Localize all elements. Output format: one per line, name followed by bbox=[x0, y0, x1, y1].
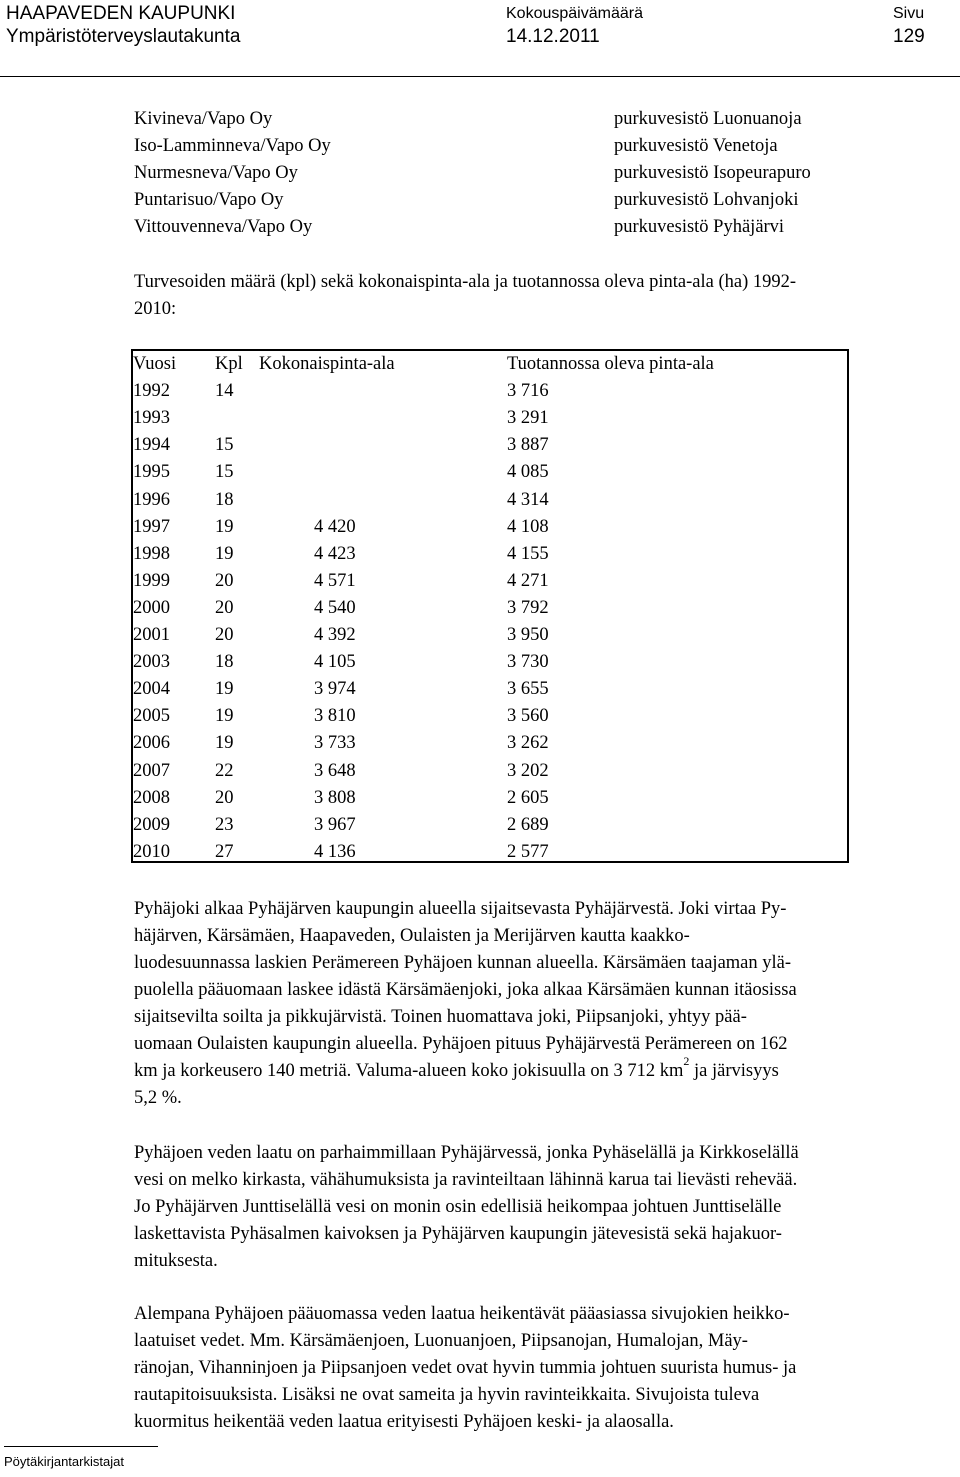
cell-count: 19 bbox=[215, 543, 234, 564]
paragraph-tributaries bbox=[134, 1301, 960, 1436]
cell-year: 2010 bbox=[133, 841, 170, 862]
cell-production-area: 4 314 bbox=[507, 489, 549, 510]
cell-count: 27 bbox=[215, 841, 234, 862]
cell-production-area: 3 262 bbox=[507, 733, 549, 754]
cell-year: 1994 bbox=[133, 435, 170, 456]
cell-year: 1993 bbox=[133, 408, 170, 429]
cell-production-area: 3 792 bbox=[507, 597, 549, 618]
paragraph-line: häjärven, Kärsämäen, Haapaveden, Oulaisten ja Merijärven kautta kaakko- bbox=[134, 926, 690, 946]
superscript: 2 bbox=[683, 1054, 690, 1068]
intro-line-1: Turvesoiden määrä (kpl) sekä kokonaispinta-ala ja tuotannossa oleva pinta-ala (ha) 1992- bbox=[134, 272, 797, 292]
board-name: Ympäristöterveyslautakunta bbox=[6, 26, 241, 47]
paragraph-line: Jo Pyhäjärven Junttiselällä vesi on monin osin edellisiä heikompaa johtuen Junttiselälle bbox=[134, 1197, 782, 1217]
page-number: 129 bbox=[893, 26, 925, 47]
peat-area-table bbox=[131, 349, 849, 863]
cell-year: 2004 bbox=[133, 679, 170, 700]
cell-count: 15 bbox=[215, 462, 234, 483]
cell-year: 1995 bbox=[133, 462, 170, 483]
cell-year: 2005 bbox=[133, 706, 170, 727]
footer-label: Pöytäkirjantarkistajat bbox=[4, 1454, 124, 1469]
cell-total-area: 4 392 bbox=[314, 625, 356, 645]
header-year: Vuosi bbox=[133, 354, 177, 374]
cell-production-area: 3 291 bbox=[507, 408, 549, 429]
cell-count: 14 bbox=[215, 381, 234, 402]
cell-count: 20 bbox=[215, 625, 234, 645]
cell-total-area: 4 420 bbox=[314, 516, 356, 537]
cell-year: 1999 bbox=[133, 570, 170, 591]
cell-total-area: 3 810 bbox=[314, 706, 356, 727]
cell-production-area: 4 108 bbox=[507, 516, 549, 537]
cell-total-area: 3 808 bbox=[314, 787, 356, 808]
cell-count: 18 bbox=[215, 652, 234, 673]
cell-production-area: 3 202 bbox=[507, 760, 549, 781]
site-name: Puntarisuo/Vapo Oy bbox=[134, 190, 284, 210]
site-recipient: purkuvesistö Luonuanoja bbox=[614, 109, 802, 129]
site-name: Nurmesneva/Vapo Oy bbox=[134, 163, 298, 183]
paragraph-line bbox=[134, 1054, 960, 1085]
org-name: HAAPAVEDEN KAUPUNKI bbox=[6, 3, 236, 24]
cell-production-area: 3 560 bbox=[507, 706, 549, 727]
cell-count: 15 bbox=[215, 435, 234, 456]
site-recipient: purkuvesistö Lohvanjoki bbox=[614, 190, 799, 210]
paragraph-line: vesi on melko kirkasta, vähähumuksista ja ravinteiltaan lähinnä karua tai lievästi rehevää. bbox=[134, 1170, 798, 1190]
paragraph-line: luodesuunnassa laskien Perämereen Pyhäjoen kunnan alueella. Kärsämäen taajaman ylä- bbox=[134, 953, 792, 973]
cell-production-area: 3 950 bbox=[507, 625, 549, 645]
paragraph-river bbox=[134, 896, 960, 1112]
cell-production-area: 3 887 bbox=[507, 435, 549, 456]
cell-year: 1997 bbox=[133, 516, 170, 537]
header-production-area: Tuotannossa oleva pinta-ala bbox=[507, 354, 714, 374]
cell-total-area: 4 540 bbox=[314, 597, 356, 618]
cell-production-area: 3 716 bbox=[507, 381, 549, 402]
cell-production-area: 4 155 bbox=[507, 543, 549, 564]
paragraph-line: 5,2 %. bbox=[134, 1088, 182, 1108]
paragraph-line: laatuiset vedet. Mm. Kärsämäenjoen, Luonuanjoen, Piipsanojan, Humalojan, Mäy- bbox=[134, 1331, 748, 1351]
cell-total-area: 3 733 bbox=[314, 733, 356, 754]
cell-total-area: 4 571 bbox=[314, 570, 356, 591]
cell-production-area: 2 577 bbox=[507, 841, 549, 862]
cell-total-area: 3 974 bbox=[314, 679, 356, 700]
paragraph-line: Pyhäjoen veden laatu on parhaimmillaan Pyhäjärvessä, jonka Pyhäselällä ja Kirkkoselällä bbox=[134, 1143, 799, 1163]
site-recipient: purkuvesistö Pyhäjärvi bbox=[614, 217, 785, 237]
text-segment: ja järvisyys bbox=[689, 1061, 779, 1081]
cell-production-area: 3 655 bbox=[507, 679, 549, 700]
cell-year: 1998 bbox=[133, 543, 170, 564]
cell-year: 2000 bbox=[133, 597, 170, 618]
site-name: Kivineva/Vapo Oy bbox=[134, 109, 273, 129]
site-recipient: purkuvesistö Venetoja bbox=[614, 136, 778, 156]
text-segment: km ja korkeusero 140 metriä. Valuma-alueen koko jokisuulla on 3 712 km bbox=[134, 1061, 684, 1081]
cell-count: 20 bbox=[215, 570, 234, 591]
cell-production-area: 2 689 bbox=[507, 814, 549, 835]
page-label: Sivu bbox=[893, 5, 925, 22]
header-count: Kpl bbox=[215, 354, 243, 374]
cell-production-area: 3 730 bbox=[507, 652, 549, 673]
site-name: Iso-Lamminneva/Vapo Oy bbox=[134, 136, 331, 156]
cell-production-area: 2 605 bbox=[507, 787, 549, 808]
paragraph-line: mituksesta. bbox=[134, 1251, 218, 1271]
cell-count: 20 bbox=[215, 787, 234, 808]
paragraph-line: laskettavista Pyhäsalmen kaivoksen ja Pyhäjärven kaupungin jätevesistä sekä hajakuor- bbox=[134, 1224, 782, 1244]
cell-count: 19 bbox=[215, 706, 234, 727]
cell-count: 19 bbox=[215, 679, 234, 700]
cell-year: 2001 bbox=[133, 625, 170, 645]
cell-count: 19 bbox=[215, 733, 234, 754]
paragraph-line: ränojan, Vihanninjoen ja Piipsanjoen vedet ovat hyvin tummia johtuen suurista humus- ja bbox=[134, 1358, 797, 1378]
cell-year: 2003 bbox=[133, 652, 170, 673]
cell-count: 19 bbox=[215, 516, 234, 537]
paragraph-line: uomaan Oulaisten kaupungin alueella. Pyhäjoen pituus Pyhäjärvestä Perämereen on 162 bbox=[134, 1034, 788, 1054]
cell-production-area: 4 085 bbox=[507, 462, 549, 483]
cell-total-area: 3 967 bbox=[314, 814, 356, 835]
cell-count: 18 bbox=[215, 489, 234, 510]
date-label: Kokouspäivämäärä bbox=[506, 5, 643, 22]
cell-year: 1996 bbox=[133, 489, 170, 510]
cell-year: 2008 bbox=[133, 787, 170, 808]
cell-total-area: 3 648 bbox=[314, 760, 356, 781]
cell-count: 23 bbox=[215, 814, 234, 835]
header-rule bbox=[0, 76, 960, 77]
cell-year: 2009 bbox=[133, 814, 170, 835]
cell-total-area: 4 105 bbox=[314, 652, 356, 673]
cell-year: 2007 bbox=[133, 760, 170, 781]
cell-year: 2006 bbox=[133, 733, 170, 754]
header-total-area: Kokonaispinta-ala bbox=[259, 354, 395, 374]
paragraph-line: Pyhäjoki alkaa Pyhäjärven kaupungin alueella sijaitsevasta Pyhäjärvestä. Joki virtaa Py- bbox=[134, 899, 787, 919]
site-recipient: purkuvesistö Isopeurapuro bbox=[614, 163, 811, 183]
paragraph-line: sijaitsevilta soilta ja pikkujärvistä. Toinen huomattava joki, Piipsanjoki, yhtyy pää- bbox=[134, 1007, 747, 1027]
footer-rule bbox=[4, 1446, 158, 1447]
cell-total-area: 4 423 bbox=[314, 543, 356, 564]
paragraph-line: puolella pääuomaan laskee idästä Kärsämäenjoki, joka alkaa Kärsämäen kunnan itäosissa bbox=[134, 980, 797, 1000]
paragraph-water-quality bbox=[134, 1140, 960, 1275]
cell-total-area: 4 136 bbox=[314, 841, 356, 862]
cell-count: 20 bbox=[215, 597, 234, 618]
intro-line-2: 2010: bbox=[134, 299, 177, 319]
paragraph-line: rautapitoisuuksista. Lisäksi ne ovat sameita ja hyvin ravinteikkaita. Sivujoista tuleva bbox=[134, 1385, 760, 1405]
paragraph-line: kuormitus heikentää veden laatua erityisesti Pyhäjoen keski- ja alaosalla. bbox=[134, 1412, 674, 1432]
cell-year: 1992 bbox=[133, 381, 170, 402]
paragraph-line: Alempana Pyhäjoen pääuomassa veden laatua heikentävät pääasiassa sivujokien heikko- bbox=[134, 1304, 790, 1324]
meeting-date: 14.12.2011 bbox=[506, 26, 600, 47]
site-name: Vittouvenneva/Vapo Oy bbox=[134, 217, 313, 237]
cell-count: 22 bbox=[215, 760, 234, 781]
cell-production-area: 4 271 bbox=[507, 570, 549, 591]
